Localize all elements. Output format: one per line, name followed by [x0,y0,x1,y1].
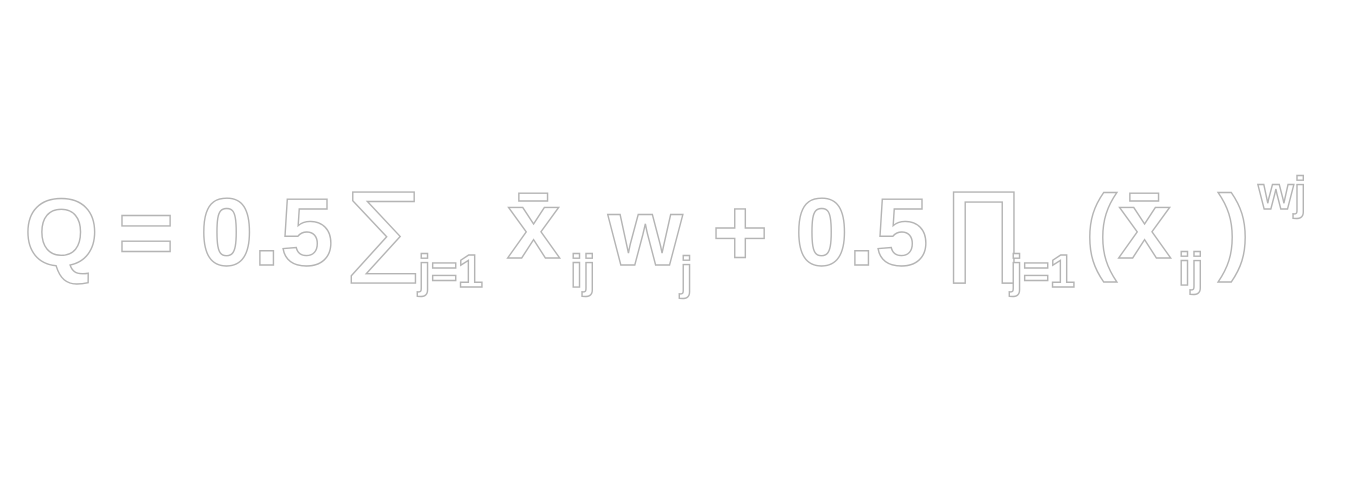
sum-symbol: ∑ [350,171,418,288]
formula-plus: + [712,179,769,286]
term1-weight-subscript: j [680,247,693,299]
formula-coef1: 0.5 [200,179,334,286]
formula-equals: = [118,179,175,286]
paren-close: ) [1218,176,1250,283]
term2-variable: x̄ [1118,172,1172,279]
paren-open: ( [1085,176,1117,283]
term1-weight: w [608,179,683,286]
term1-subscript: ij [570,245,596,297]
product-subscript: j=1 [1010,245,1076,297]
formula-lhs: Q [24,179,99,286]
formula-coef2: 0.5 [795,179,929,286]
product-symbol: ∏ [946,171,1022,288]
term1-variable: x̄ [507,172,561,279]
exponent: wj [1258,167,1307,219]
sum-subscript: j=1 [418,245,484,297]
term2-subscript: ij [1178,243,1204,295]
